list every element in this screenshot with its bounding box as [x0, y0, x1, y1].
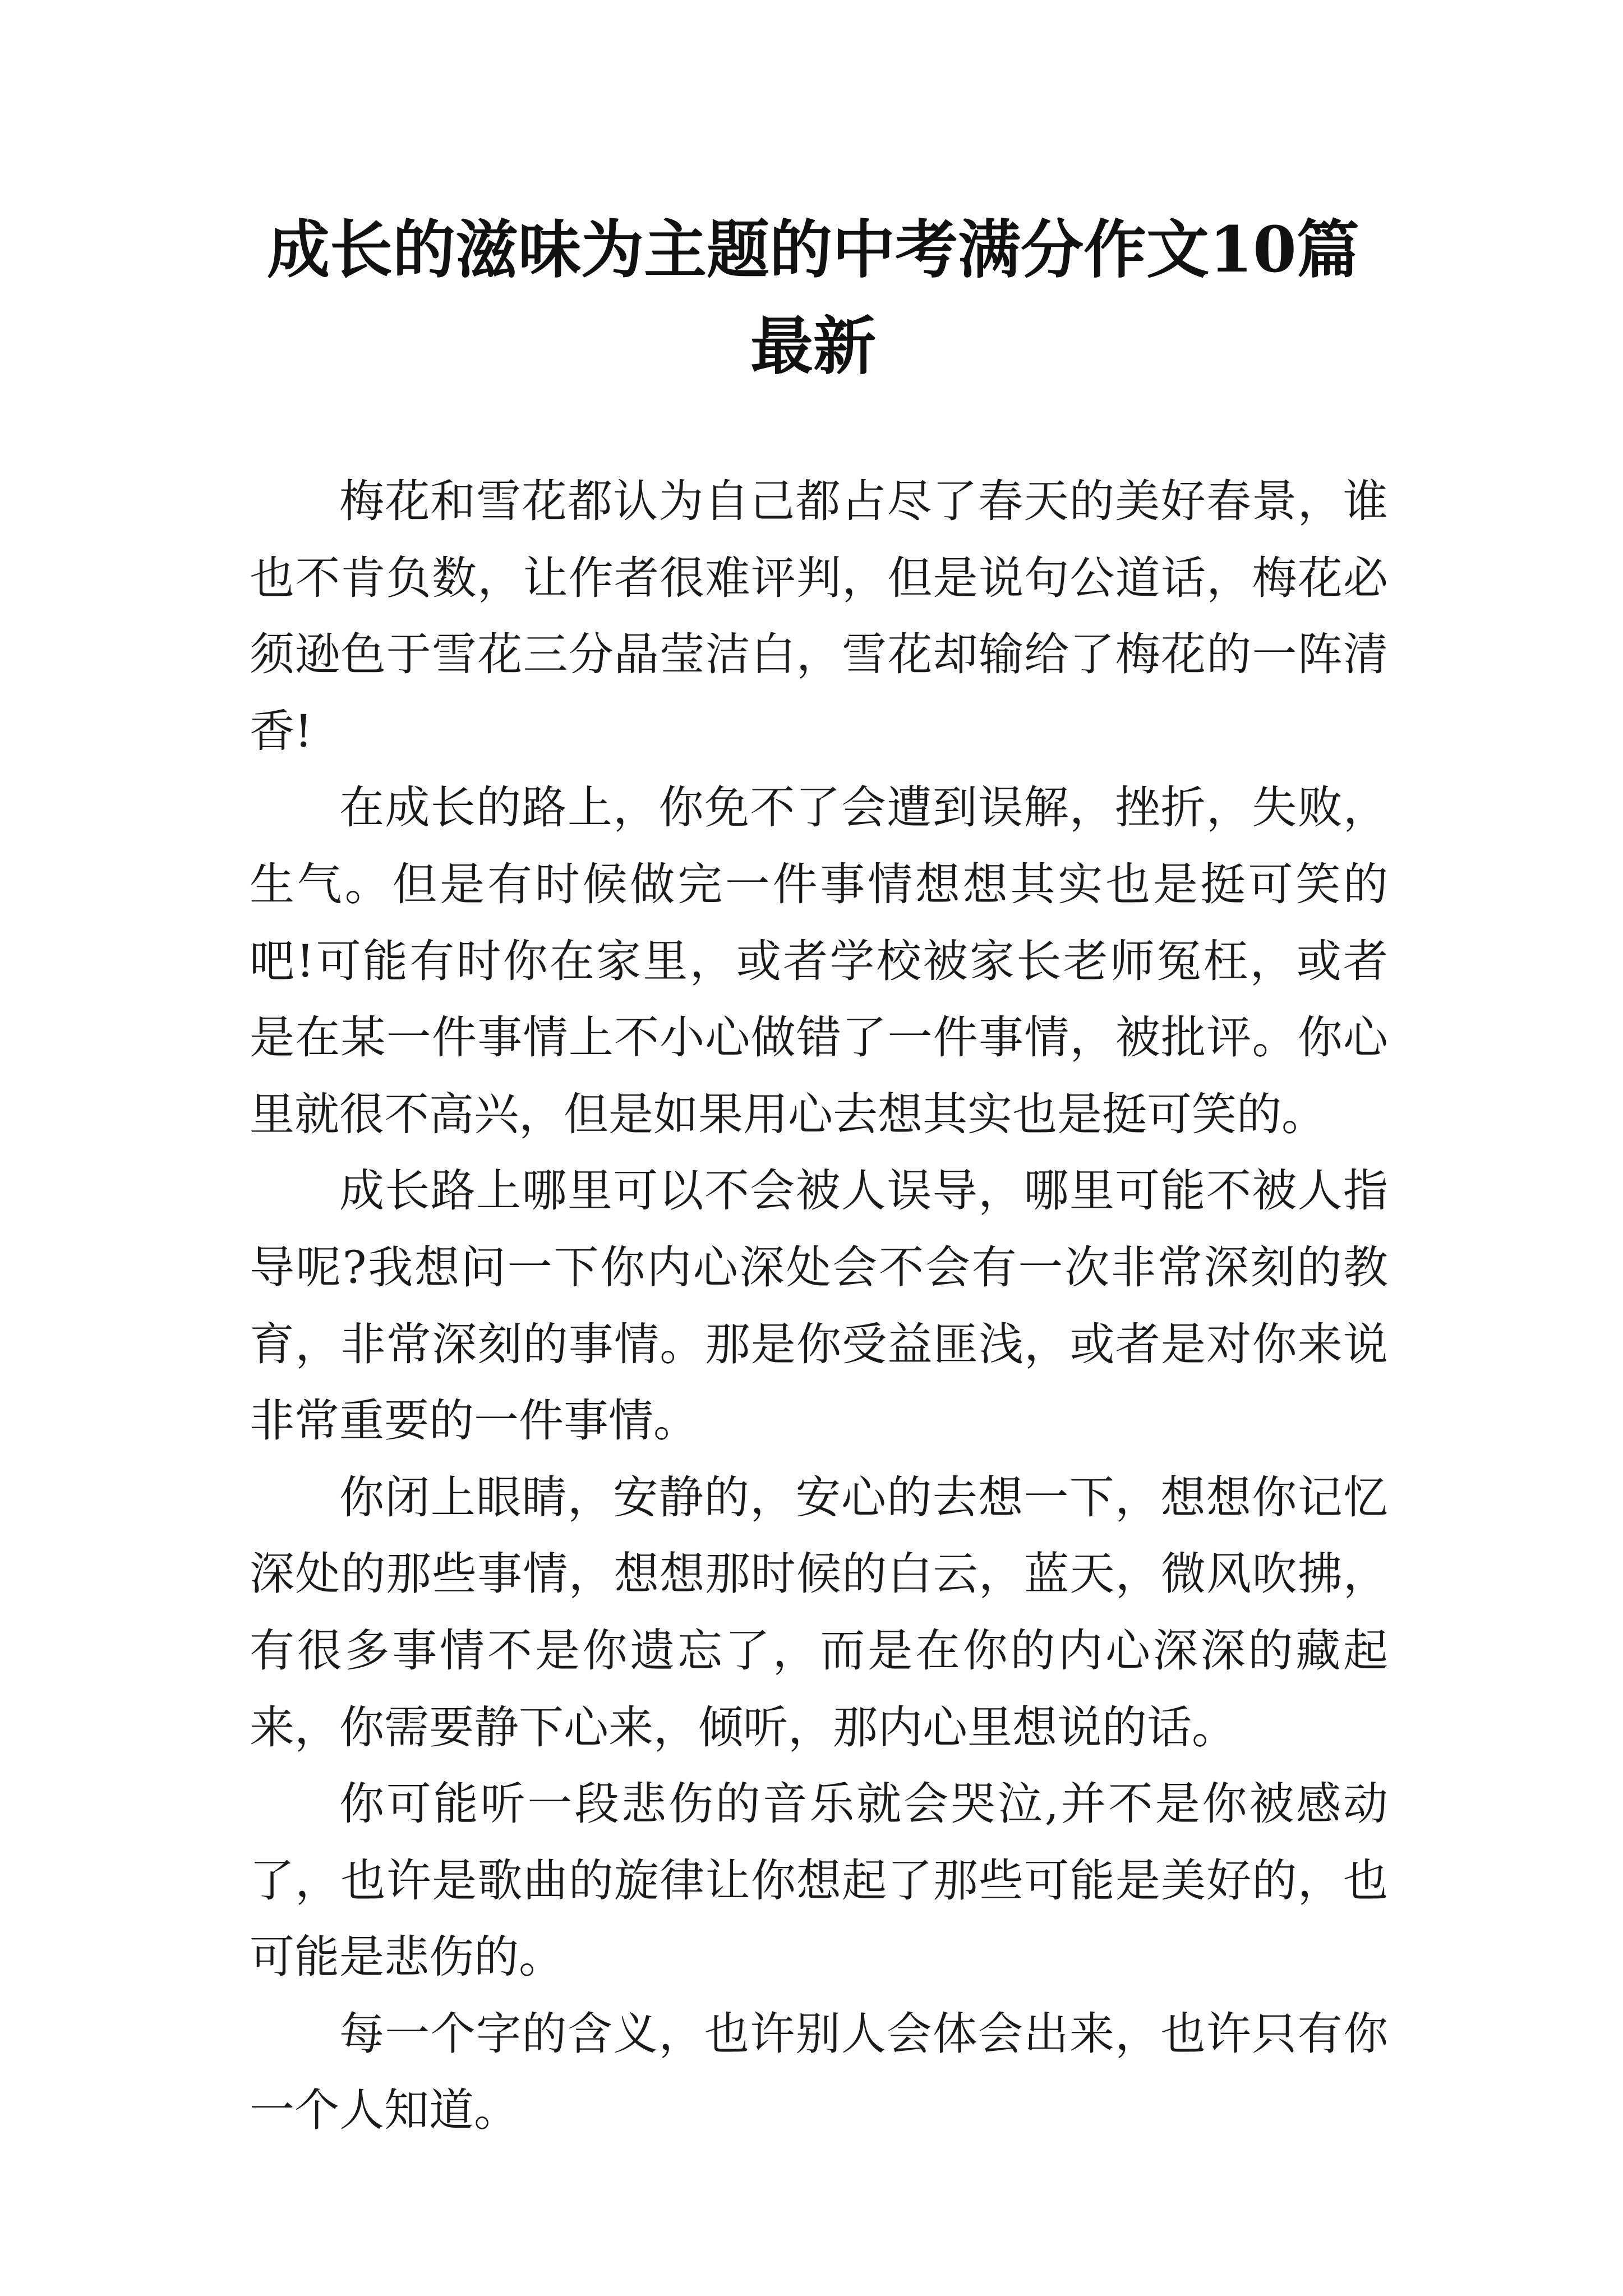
paragraph: 在成长的路上，你免不了会遭到误解，挫折，失败，生气。但是有时候做完一件事情想想其实也是挺可笑的吧!可能有时你在家里，或者学校被家长老师冤枉，或者是在某一件事情上不小心做错了一件事情，被批评。你心里就很不高兴，但是如果用心去想其实也是挺可笑的。: [250, 781, 1388, 1140]
document-body: [250, 463, 1388, 2149]
paragraph: 成长路上哪里可以不会被人误导，哪里可能不被人指导呢?我想问一下你内心深处会不会有一次非常深刻的教育，非常深刻的事情。那是你受益匪浅，或者是对你来说非常重要的一件事情。: [250, 1165, 1388, 1447]
paragraph: 你可能听一段悲伤的音乐就会哭泣,并不是你被感动了，也许是歌曲的旋律让你想起了那些可能是美好的，也可能是悲伤的。: [250, 1778, 1388, 1984]
paragraph: 你闭上眼睛，安静的，安心的去想一下，想想你记忆深处的那些事情，想想那时候的白云，蓝天，微风吹拂，有很多事情不是你遗忘了，而是在你的内心深深的藏起来，你需要静下心来，倾听，那内心里想说的话。: [250, 1471, 1388, 1754]
document-title: 成长的滋味为主题的中考满分作文10篇最新: [267, 213, 1359, 383]
paragraph: 每一个字的含义，也许别人会体会出来，也许只有你一个人知道。: [250, 2007, 1388, 2137]
paragraph: 梅花和雪花都认为自己都占尽了春天的美好春景，谁也不肯负数，让作者很难评判，但是说句公道话，梅花必须逊色于雪花三分晶莹洁白，雪花却输给了梅花的一阵清香!: [250, 475, 1388, 757]
